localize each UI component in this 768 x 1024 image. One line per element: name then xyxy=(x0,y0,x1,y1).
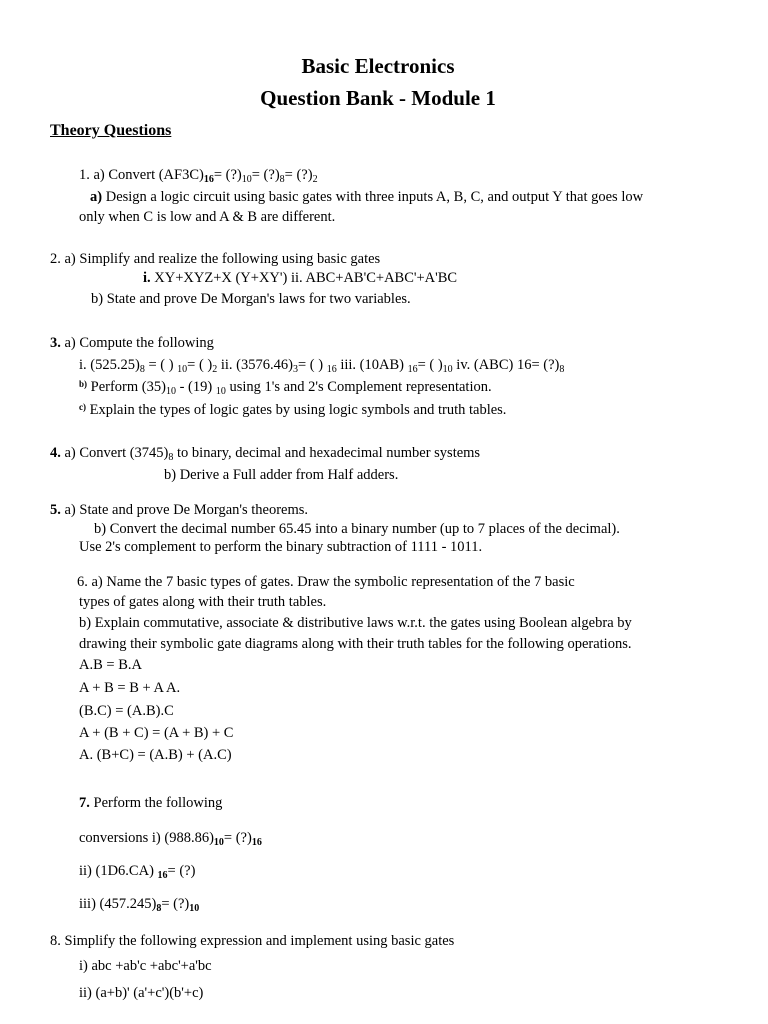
q7-iii: iii) $(457.245)_8=$ $(?)_{10}$ xyxy=(79,896,200,914)
q6-op-4: A + (B + C) = (A + B) + C xyxy=(79,725,234,741)
q5-a: 5. a) State and prove De Morgan's theorems. xyxy=(50,502,309,518)
q1-b-cont: only when C is low and A & B are different. xyxy=(79,209,336,225)
q5-c: Use 2's complement to perform the binary subtraction of 1111 - 1011. xyxy=(79,539,483,555)
q7-head: 7. Perform the following xyxy=(79,795,223,811)
q4-b: b) Derive a Full adder from Half adders. xyxy=(164,467,399,483)
q6-a-cont: types of gates along with their truth tables. xyxy=(79,594,327,610)
q1-a: 1. a) Convert $(AF3C)_{16}=$ $(?)_{10}=$ $(?)_8=$ $(?)_2$ xyxy=(79,167,318,185)
q8-head: 8. Simplify the following expression and implement using basic gates xyxy=(50,933,455,949)
section-heading: Theory Questions xyxy=(50,122,172,139)
q6-b: b) Explain commutative, associate & distributive laws w.r.t. the gates using Boolean algebra by xyxy=(79,615,632,631)
q2-b: b) State and prove De Morgan's laws for two variables. xyxy=(91,291,411,307)
q5-b: b) Convert the decimal number 65.45 into a binary number (up to 7 places of the decimal). xyxy=(94,521,620,537)
q6-op-2: A + B = B + A A. xyxy=(79,680,181,696)
q4-a: 4. a) Convert $(3745)_8$ to binary, decimal and hexadecimal number systems xyxy=(50,445,481,463)
q6-b-cont: drawing their symbolic gate diagrams along with their truth tables for the following operations. xyxy=(79,636,632,652)
q2-items: i. XY+XYZ+X (Y+XY') ii. ABC+AB'C+ABC'+A'BC xyxy=(143,270,458,286)
q6-op-3: (B.C) = (A.B).C xyxy=(79,703,174,719)
q6-op-1: A.B = B.A xyxy=(79,657,142,673)
q3-conversions: i. $(525.25)_8$ = ( ) $_{10}$= ( )$_2$ ii. $(3576.46)_3=$ ( ) $_{16}$ iii. (10AB) $_{16}$= ( )$_{10}$ iv. (ABC) $16= (?)_8$ xyxy=(79,357,565,375)
q3-c: $^{c)}$ Explain the types of logic gates by using logic symbols and truth tables. xyxy=(79,402,507,418)
q6-op-5: A. (B+C) = (A.B) + (A.C) xyxy=(79,747,232,763)
q7-i: conversions i) $(988.86)_{10}=$ $(?)_{16}$ xyxy=(79,830,262,848)
doc-subtitle: Question Bank - Module 1 xyxy=(260,86,496,110)
q1-b: a) Design a logic circuit using basic gates with three inputs A, B, C, and output Y that goes low xyxy=(90,189,644,205)
q3-a: 3. a) Compute the following xyxy=(50,335,214,351)
q6-a: 6. a) Name the 7 basic types of gates. Draw the symbolic representation of the 7 basic xyxy=(77,574,575,590)
q3-b: $^{b)}$ Perform $(35)_{10} - (19)$ $_{10}$ using 1's and 2's Complement representation. xyxy=(79,379,492,397)
doc-title: Basic Electronics xyxy=(301,54,455,78)
q2-a: 2. a) Simplify and realize the following using basic gates xyxy=(50,251,381,267)
q7-ii: ii) (1D6.CA) $_{16}$= (?) xyxy=(79,863,196,881)
q8-i: i) abc +ab'c +abc'+a'bc xyxy=(79,958,212,974)
q8-ii: ii) (a+b)' (a'+c')(b'+c) xyxy=(79,985,204,1001)
